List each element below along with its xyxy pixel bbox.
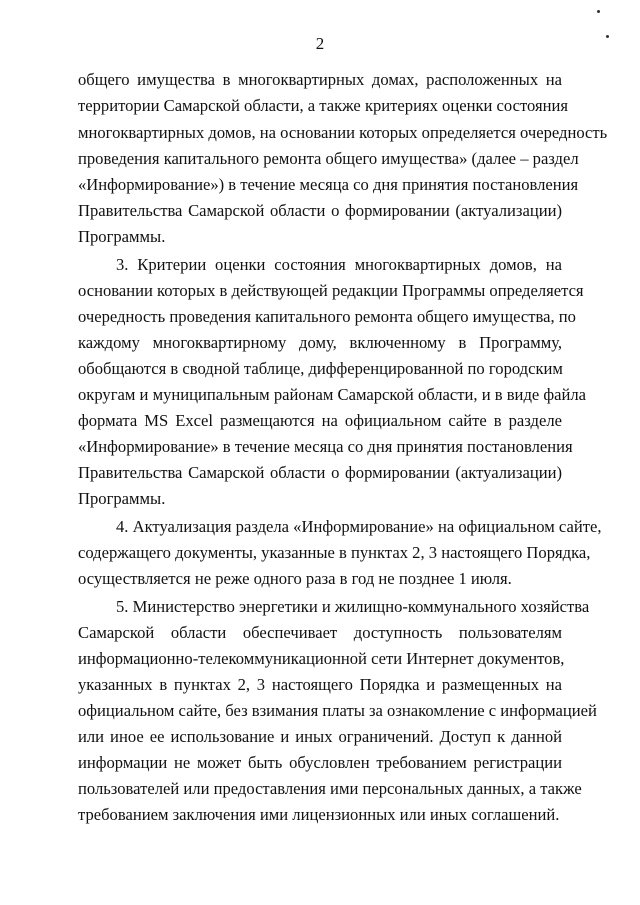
scan-dot bbox=[597, 10, 600, 13]
text-line: пользователей или предоставления ими персональных данных, а также bbox=[78, 779, 582, 798]
text-line: Программы. bbox=[78, 227, 166, 246]
text-line: формата MS Excel размещаются на официальном сайте в разделе bbox=[78, 411, 562, 430]
page-number: 2 bbox=[315, 34, 325, 53]
text-line: Правительства Самарской области о формировании (актуализации) bbox=[78, 201, 562, 220]
text-line: округам и муниципальным районам Самарской области, и в виде файла bbox=[78, 385, 587, 404]
text-line: «Информирование» в течение месяца со дня принятия постановления bbox=[78, 437, 573, 456]
text-line: Правительства Самарской области о формировании (актуализации) bbox=[78, 463, 562, 482]
text-line: требованием заключения ими лицензионных или иных соглашений. bbox=[78, 805, 560, 824]
text-line: обобщаются в сводной таблице, дифференцированной по городским bbox=[78, 359, 563, 378]
text-line: проведения капитального ремонта общего имущества» (далее – раздел bbox=[78, 149, 579, 168]
paragraph-3-first-line: 3. Критерии оценки состояния многоквартирных домов, на bbox=[116, 255, 562, 274]
text-line: осуществляется не реже одного раза в год не позднее 1 июля. bbox=[78, 569, 512, 588]
paragraph-4-first-line: 4. Актуализация раздела «Информирование» на официальном сайте, bbox=[116, 517, 602, 536]
text-line: основании которых в действующей редакции Программы определяется bbox=[78, 281, 584, 300]
paragraph-5-first-line: 5. Министерство энергетики и жилищно-коммунального хозяйства bbox=[116, 597, 590, 616]
text-line: указанных в пунктах 2, 3 настоящего Порядка и размещенных на bbox=[78, 675, 562, 694]
text-line: информационно-телекоммуникационной сети Интернет документов, bbox=[78, 649, 565, 668]
text-line: Программы. bbox=[78, 489, 166, 508]
text-line: «Информирование») в течение месяца со дня принятия постановления bbox=[78, 175, 579, 194]
text-line: каждому многоквартирному дому, включенному в Программу, bbox=[78, 333, 562, 352]
text-line: очередность проведения капитального ремонта общего имущества, по bbox=[78, 307, 576, 326]
text-line: Самарской области обеспечивает доступность пользователям bbox=[78, 623, 562, 642]
text-line: содержащего документы, указанные в пунктах 2, 3 настоящего Порядка, bbox=[78, 543, 591, 562]
text-line: официальном сайте, без взимания платы за ознакомление с информацией bbox=[78, 701, 597, 720]
text-line: или иное ее использование и иных ограничений. Доступ к данной bbox=[78, 727, 562, 746]
text-line: территории Самарской области, а также критериях оценки состояния bbox=[78, 96, 569, 115]
text-line: многоквартирных домов, на основании которых определяется очередность bbox=[78, 123, 608, 142]
text-line: информации не может быть обусловлен требованием регистрации bbox=[78, 753, 562, 772]
text-line: общего имущества в многоквартирных домах, расположенных на bbox=[78, 70, 562, 89]
